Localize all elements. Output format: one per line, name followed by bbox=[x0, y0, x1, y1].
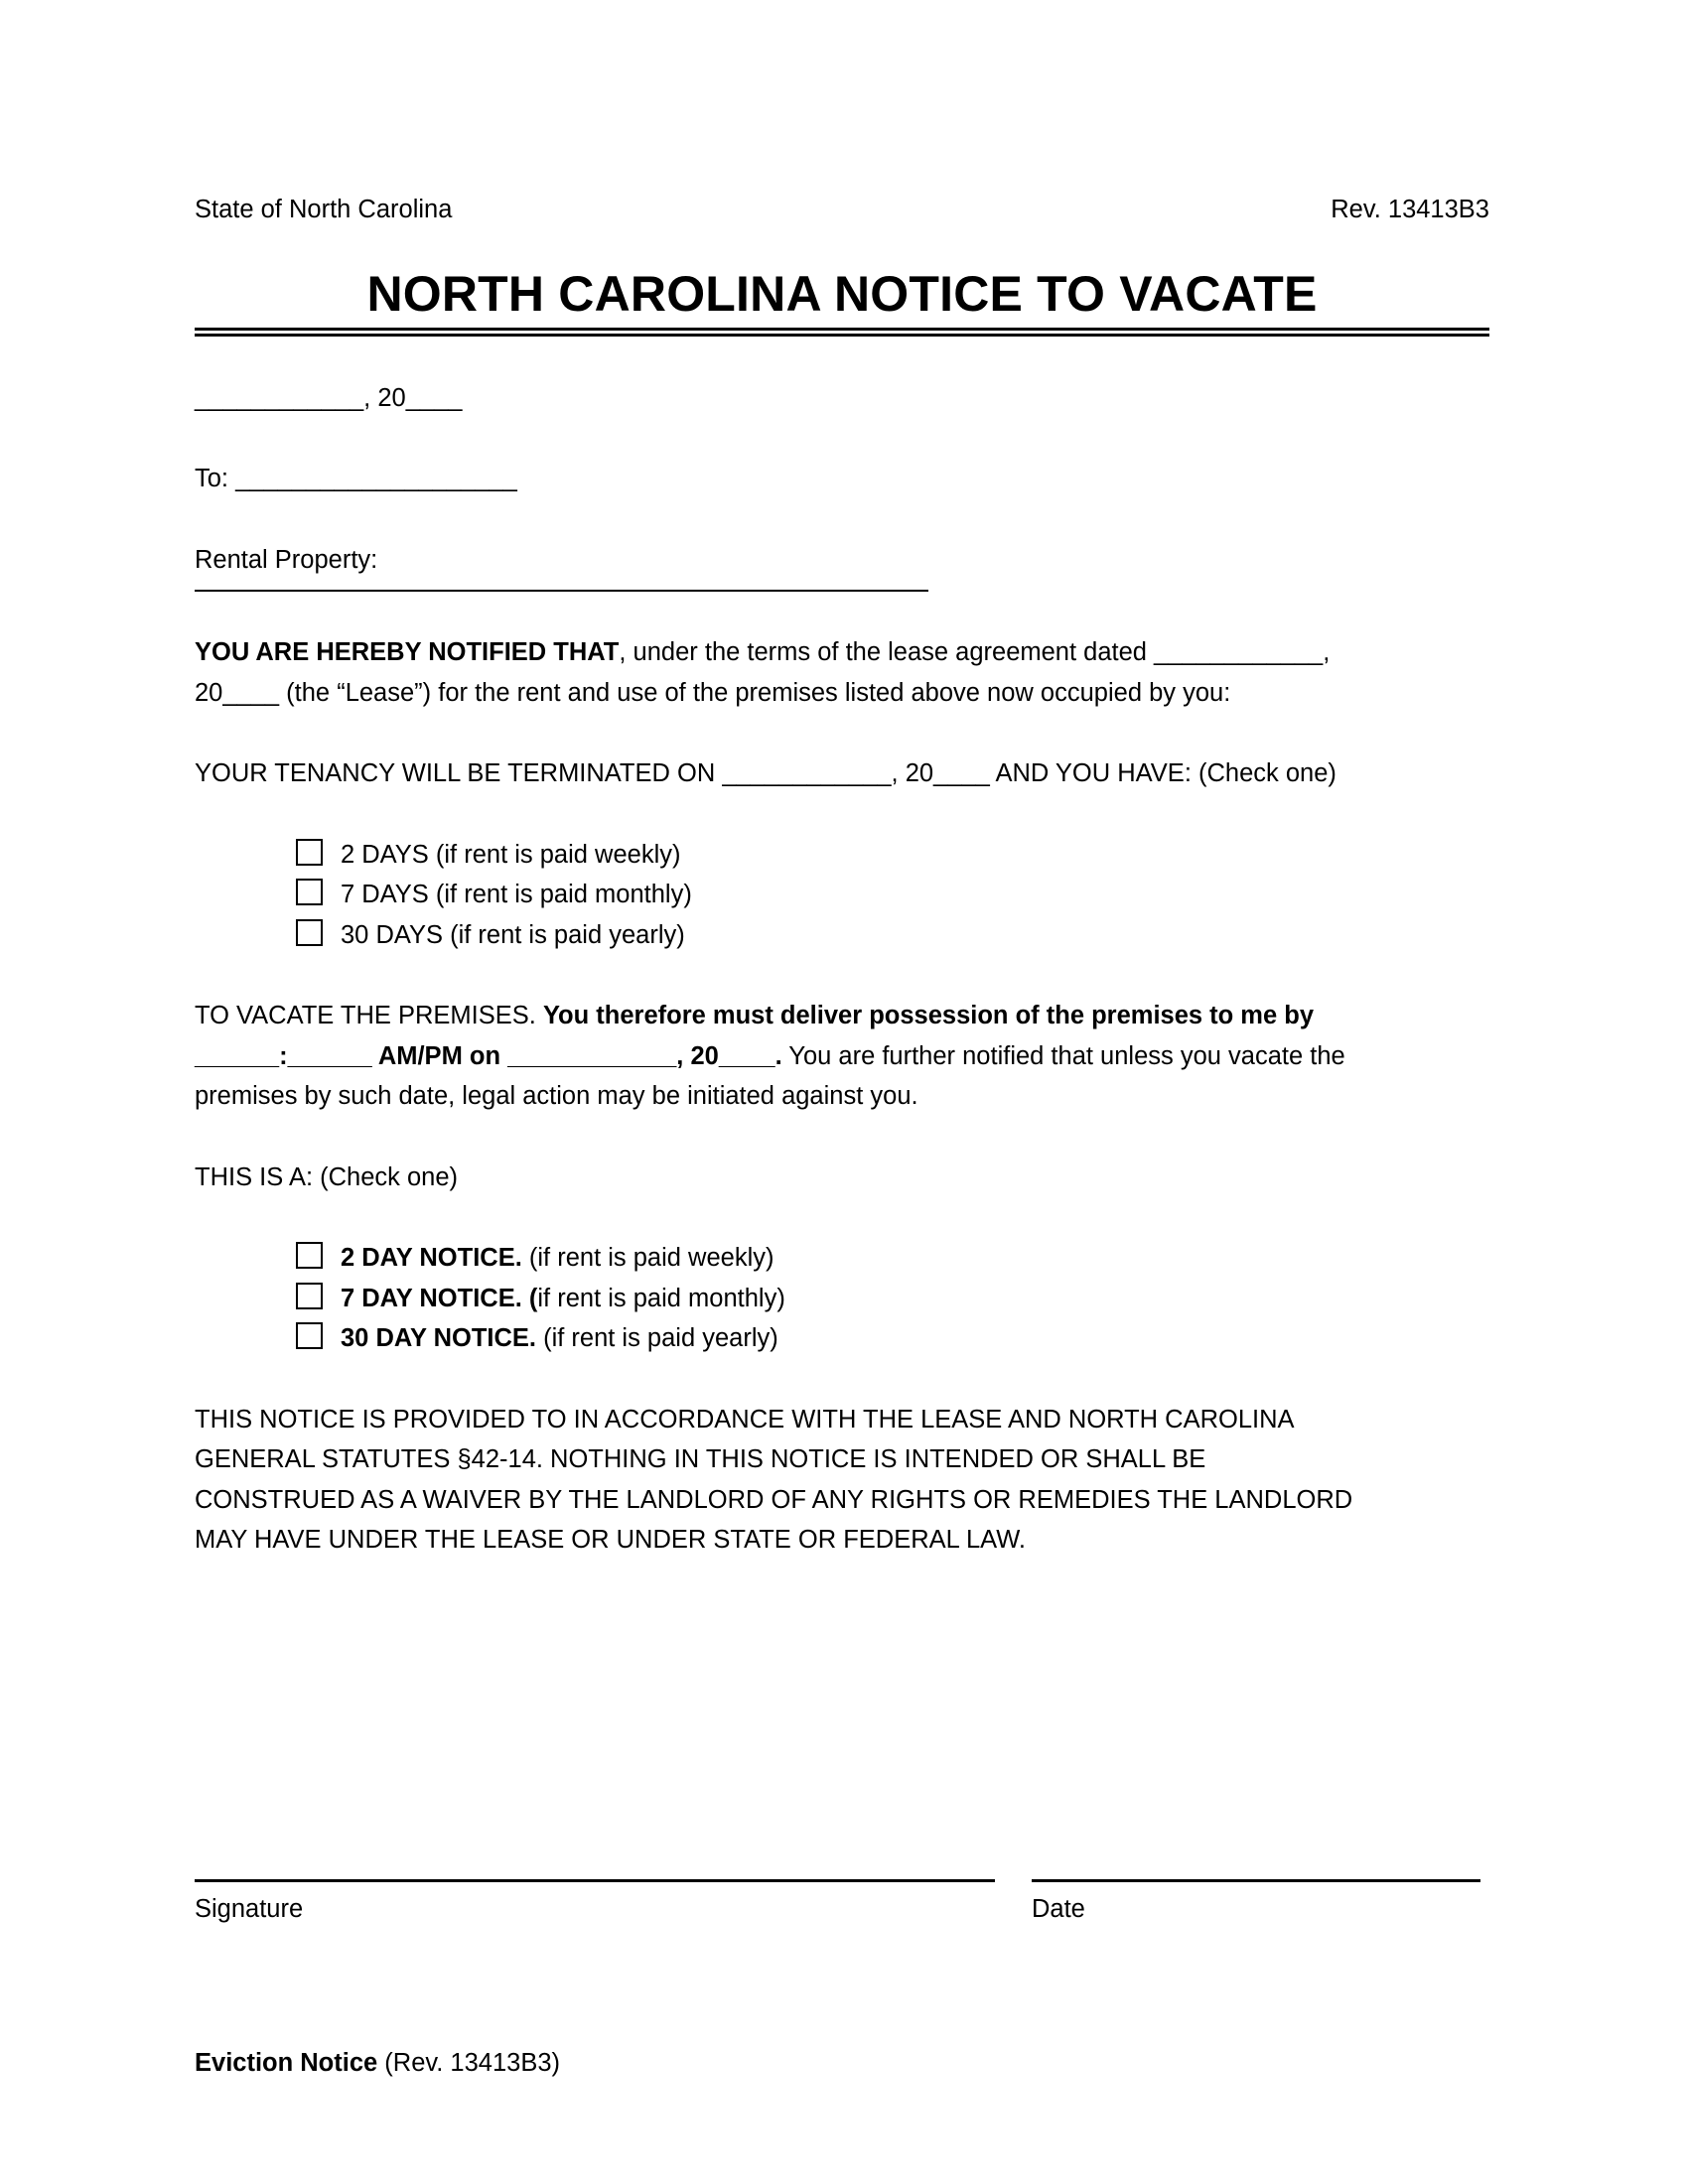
signature-block bbox=[195, 1879, 1493, 1930]
notified-paragraph bbox=[195, 632, 1489, 713]
revision-label: Rev. 13413B3 bbox=[1331, 196, 1489, 223]
date-line[interactable]: ____________, 20____ bbox=[195, 383, 463, 412]
vacate-rest: You are further notified that unless you vacate the bbox=[781, 1041, 1345, 1070]
checkbox-row-2-day-notice[interactable] bbox=[296, 1238, 1489, 1279]
checkbox-label-normal: if rent is paid monthly) bbox=[537, 1284, 785, 1312]
checkbox-label: 7 DAYS (if rent is paid monthly) bbox=[341, 881, 692, 909]
checkbox-row-30-days[interactable] bbox=[296, 915, 1489, 956]
vacate-lead: TO VACATE THE PREMISES. bbox=[195, 1002, 543, 1030]
checkbox-label bbox=[341, 1279, 785, 1319]
checkbox-icon[interactable] bbox=[296, 919, 323, 946]
date-field[interactable] bbox=[1032, 1879, 1480, 1930]
recipient-blank[interactable]: ____________________ bbox=[235, 465, 517, 493]
state-label: State of North Carolina bbox=[195, 196, 453, 223]
checkbox-label-normal: (if rent is paid weekly) bbox=[521, 1244, 774, 1273]
checkbox-icon[interactable] bbox=[296, 1283, 323, 1309]
footer-revision: (Rev. 13413B3) bbox=[377, 2049, 560, 2077]
rental-property-label: Rental Property: bbox=[195, 545, 378, 574]
vacate-bold-line1: You therefore must deliver possession of the premises to me by bbox=[542, 1002, 1315, 1030]
title-divider bbox=[195, 328, 1489, 337]
notified-rest-line1: , under the terms of the lease agreement dated ____________, bbox=[619, 638, 1331, 667]
checkbox-label bbox=[341, 1318, 778, 1359]
checkbox-row-7-day-notice[interactable] bbox=[296, 1279, 1489, 1319]
checkbox-icon[interactable] bbox=[296, 839, 323, 866]
checkbox-label bbox=[341, 1238, 774, 1279]
document-header bbox=[195, 195, 1489, 225]
vacate-paragraph bbox=[195, 996, 1489, 1117]
checkbox-icon[interactable] bbox=[296, 879, 323, 905]
checkbox-label-bold: 30 DAY NOTICE. bbox=[341, 1324, 536, 1353]
footer-title: Eviction Notice bbox=[195, 2049, 378, 2077]
checkbox-label: 30 DAYS (if rent is paid yearly) bbox=[341, 920, 685, 949]
checkbox-label: 2 DAYS (if rent is paid weekly) bbox=[341, 840, 681, 869]
termination-line: YOUR TENANCY WILL BE TERMINATED ON ____________, 20____ AND YOU HAVE: (Check one) bbox=[195, 759, 1336, 788]
checkbox-row-7-days[interactable] bbox=[296, 875, 1489, 915]
checkbox-row-2-days[interactable] bbox=[296, 835, 1489, 876]
checkbox-label-bold: 2 DAY NOTICE. bbox=[341, 1244, 522, 1273]
notified-bold-lead: YOU ARE HEREBY NOTIFIED THAT bbox=[195, 638, 620, 667]
statute-paragraph bbox=[195, 1400, 1489, 1561]
statute-line3: CONSTRUED AS A WAIVER BY THE LANDLORD OF ANY RIGHTS OR REMEDIES THE LANDLORD bbox=[195, 1485, 1353, 1514]
recipient-line[interactable] bbox=[195, 459, 1489, 499]
statute-line2: GENERAL STATUTES §42-14. NOTHING IN THIS NOTICE IS INTENDED OR SHALL BE bbox=[195, 1445, 1206, 1474]
this-is-a-line: THIS IS A: (Check one) bbox=[195, 1162, 459, 1191]
date-caption: Date bbox=[1032, 1895, 1085, 1923]
page-title: NORTH CAROLINA NOTICE TO VACATE bbox=[366, 265, 1318, 322]
checkbox-label-bold: 7 DAY NOTICE. ( bbox=[341, 1284, 538, 1312]
checkbox-icon[interactable] bbox=[296, 1322, 323, 1349]
statute-line4: MAY HAVE UNDER THE LEASE OR UNDER STATE OR FEDERAL LAW. bbox=[195, 1526, 1026, 1555]
document-footer bbox=[195, 2048, 560, 2079]
vacate-line3: premises by such date, legal action may be initiated against you. bbox=[195, 1082, 918, 1111]
document-body bbox=[195, 378, 1489, 1561]
checkbox-icon[interactable] bbox=[296, 1242, 323, 1269]
notice-checkbox-list bbox=[195, 1238, 1489, 1359]
checkbox-row-30-day-notice[interactable] bbox=[296, 1318, 1489, 1359]
statute-line1: THIS NOTICE IS PROVIDED TO IN ACCORDANCE WITH THE LEASE AND NORTH CAROLINA bbox=[195, 1405, 1295, 1433]
vacate-bold-line2[interactable]: ______:______ AM/PM on ____________, 20____. bbox=[195, 1041, 782, 1070]
days-checkbox-list bbox=[195, 835, 1489, 956]
checkbox-label-normal: (if rent is paid yearly) bbox=[536, 1324, 778, 1353]
recipient-label: To: bbox=[195, 465, 236, 493]
notified-line2: 20____ (the “Lease”) for the rent and use of the premises listed above now occupied by you: bbox=[195, 678, 1231, 707]
signature-caption: Signature bbox=[195, 1895, 304, 1923]
signature-field[interactable] bbox=[195, 1879, 995, 1930]
